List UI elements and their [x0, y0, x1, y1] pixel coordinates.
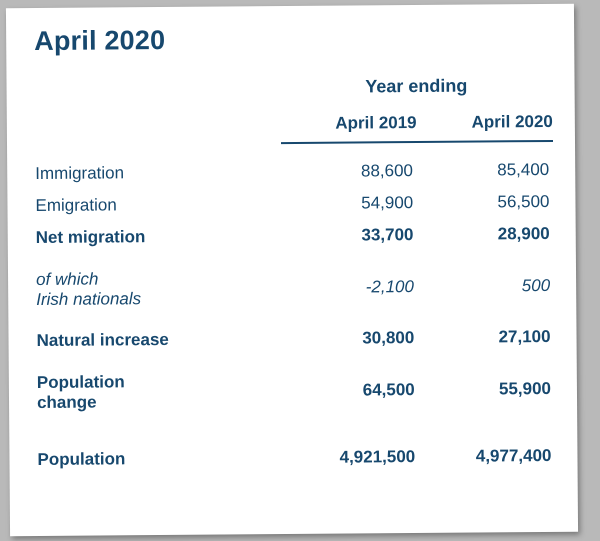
table-group-header-row [28, 75, 552, 116]
page-title: April 2020 [34, 24, 166, 57]
column-header-2019: April 2019 [335, 113, 417, 133]
row-value-natural-increase-2020: 27,100 [498, 327, 551, 347]
row-value-immigration-2019: 88,600 [360, 161, 414, 181]
row-label-emigration: Emigration [35, 195, 117, 216]
document-card [6, 4, 578, 536]
row-label-population-change: Population change [36, 372, 125, 412]
row-value-net-migration-2019: 33,700 [361, 225, 414, 245]
row-value-natural-increase-2019: 30,800 [362, 328, 415, 348]
table-row [31, 440, 555, 476]
table-row [30, 260, 554, 315]
table-row [29, 154, 553, 190]
statistics-table [28, 75, 555, 476]
document-content [6, 4, 578, 536]
row-value-net-migration-2020: 28,900 [497, 223, 550, 244]
column-header-2020: April 2020 [471, 111, 553, 132]
row-label-immigration: Immigration [35, 163, 125, 184]
spacer-row [31, 414, 555, 444]
table-column-header-row [29, 112, 553, 143]
group-header-year-ending: Year ending [365, 75, 468, 97]
row-label-irish-nationals: of which Irish nationals [35, 269, 142, 309]
row-label-population: Population [37, 449, 126, 470]
row-label-natural-increase: Natural increase [36, 330, 169, 351]
row-value-population-2019: 4,921,500 [339, 447, 416, 467]
row-value-irish-nationals-2020: 500 [521, 275, 551, 295]
row-value-population-change-2020: 55,900 [498, 378, 552, 399]
row-value-immigration-2020: 85,400 [497, 159, 550, 180]
row-value-irish-nationals-2019: -2,100 [365, 276, 414, 296]
row-label-net-migration: Net migration [35, 227, 146, 248]
row-value-emigration-2019: 54,900 [361, 193, 414, 213]
table-row [30, 321, 554, 357]
row-value-emigration-2020: 56,500 [497, 191, 550, 212]
table-row [29, 186, 553, 222]
row-value-population-change-2019: 64,500 [362, 379, 415, 400]
table-row [31, 363, 555, 418]
table-row [30, 218, 554, 254]
row-value-population-2020: 4,977,400 [475, 446, 552, 466]
